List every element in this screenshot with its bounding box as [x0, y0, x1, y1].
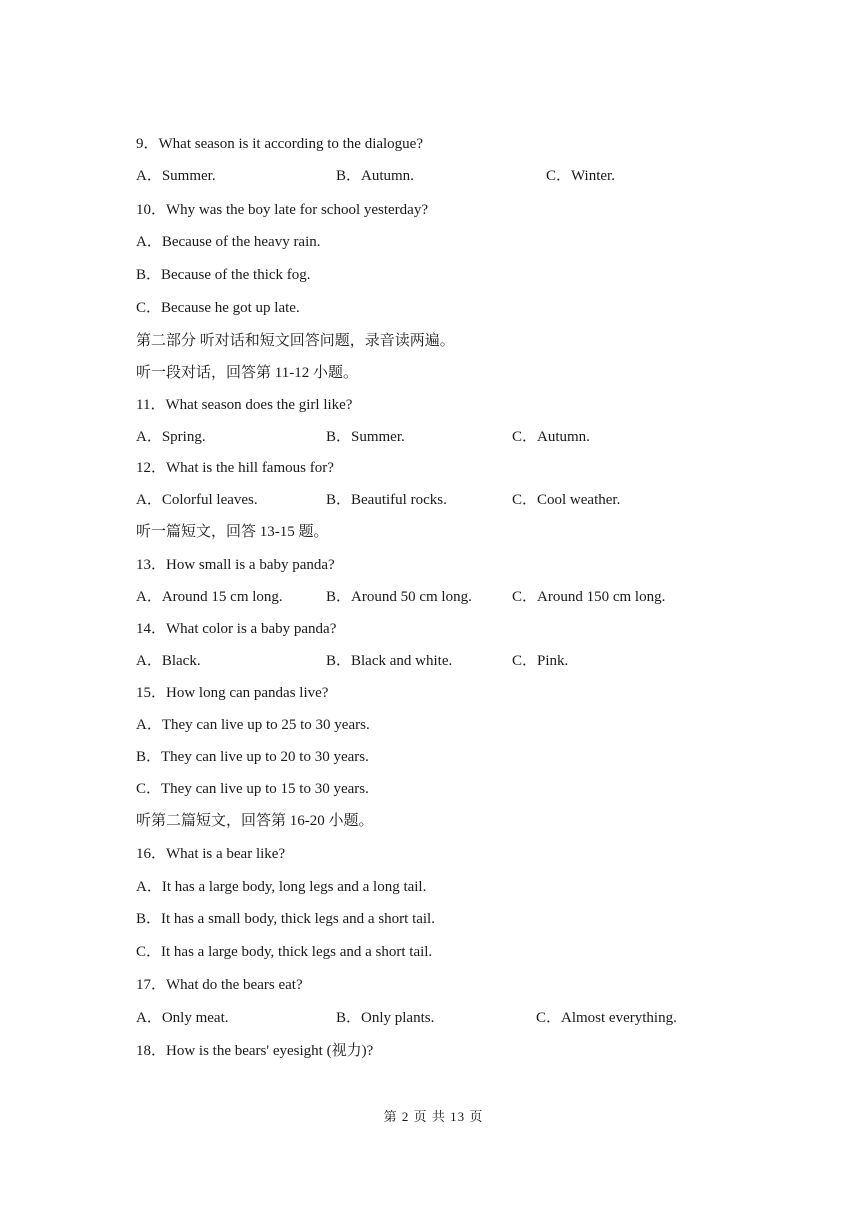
q16-option-a: A．It has a large body, long legs and a long tail.: [136, 879, 427, 895]
q15-option-b: B．They can live up to 20 to 30 years.: [136, 749, 369, 765]
q14-option-a: A．Black.: [136, 653, 201, 669]
q9-option-a: A．Summer.: [136, 168, 216, 184]
q16-option-c: C．It has a large body, thick legs and a short tail.: [136, 944, 433, 960]
question-10: 10．Why was the boy late for school yesterday?: [136, 202, 428, 218]
q14-option-b: B．Black and white.: [326, 653, 453, 669]
q15-option-a: A．They can live up to 25 to 30 years.: [136, 717, 370, 733]
q11-option-b: B．Summer.: [326, 429, 405, 445]
question-12: 12．What is the hill famous for?: [136, 460, 334, 476]
q10-option-b: B．Because of the thick fog.: [136, 267, 311, 283]
question-14: 14．What color is a baby panda?: [136, 621, 337, 637]
q9-option-b: B．Autumn.: [336, 168, 414, 184]
question-18: 18．How is the bears' eyesight (视力)?: [136, 1043, 374, 1059]
q13-option-a: A．Around 15 cm long.: [136, 589, 283, 605]
q10-option-a: A．Because of the heavy rain.: [136, 234, 321, 250]
q15-option-c: C．They can live up to 15 to 30 years.: [136, 781, 369, 797]
q17-option-b: B．Only plants.: [336, 1010, 435, 1026]
q17-option-a: A．Only meat.: [136, 1010, 229, 1026]
section-heading-part-2: 第二部分 听对话和短文回答问题，录音读两遍。: [136, 333, 455, 349]
q16-option-b: B．It has a small body, thick legs and a short tail.: [136, 911, 435, 927]
q14-option-c: C．Pink.: [512, 653, 569, 669]
question-15: 15．How long can pandas live?: [136, 685, 329, 701]
q11-option-a: A．Spring.: [136, 429, 206, 445]
q11-option-c: C．Autumn.: [512, 429, 590, 445]
question-17: 17．What do the bears eat?: [136, 977, 303, 993]
q12-option-a: A．Colorful leaves.: [136, 492, 258, 508]
q12-option-b: B．Beautiful rocks.: [326, 492, 447, 508]
q17-option-c: C．Almost everything.: [536, 1010, 677, 1026]
q9-option-c: C．Winter.: [546, 168, 615, 184]
q13-option-b: B．Around 50 cm long.: [326, 589, 472, 605]
page-number-footer: 第 2 页 共 13 页: [383, 1109, 484, 1124]
question-9: 9．What season is it according to the dialogue?: [136, 136, 423, 152]
section-heading-passage-2: 听第二篇短文，回答第 16-20 小题。: [136, 813, 374, 829]
question-16: 16．What is a bear like?: [136, 846, 286, 862]
question-11: 11．What season does the girl like?: [136, 397, 353, 413]
q13-option-c: C．Around 150 cm long.: [512, 589, 666, 605]
section-heading-passage-1: 听一篇短文，回答 13-15 题。: [136, 524, 329, 540]
section-heading-dialogue: 听一段对话，回答第 11-12 小题。: [136, 365, 358, 381]
q12-option-c: C．Cool weather.: [512, 492, 621, 508]
question-13: 13．How small is a baby panda?: [136, 557, 335, 573]
q10-option-c: C．Because he got up late.: [136, 300, 300, 316]
